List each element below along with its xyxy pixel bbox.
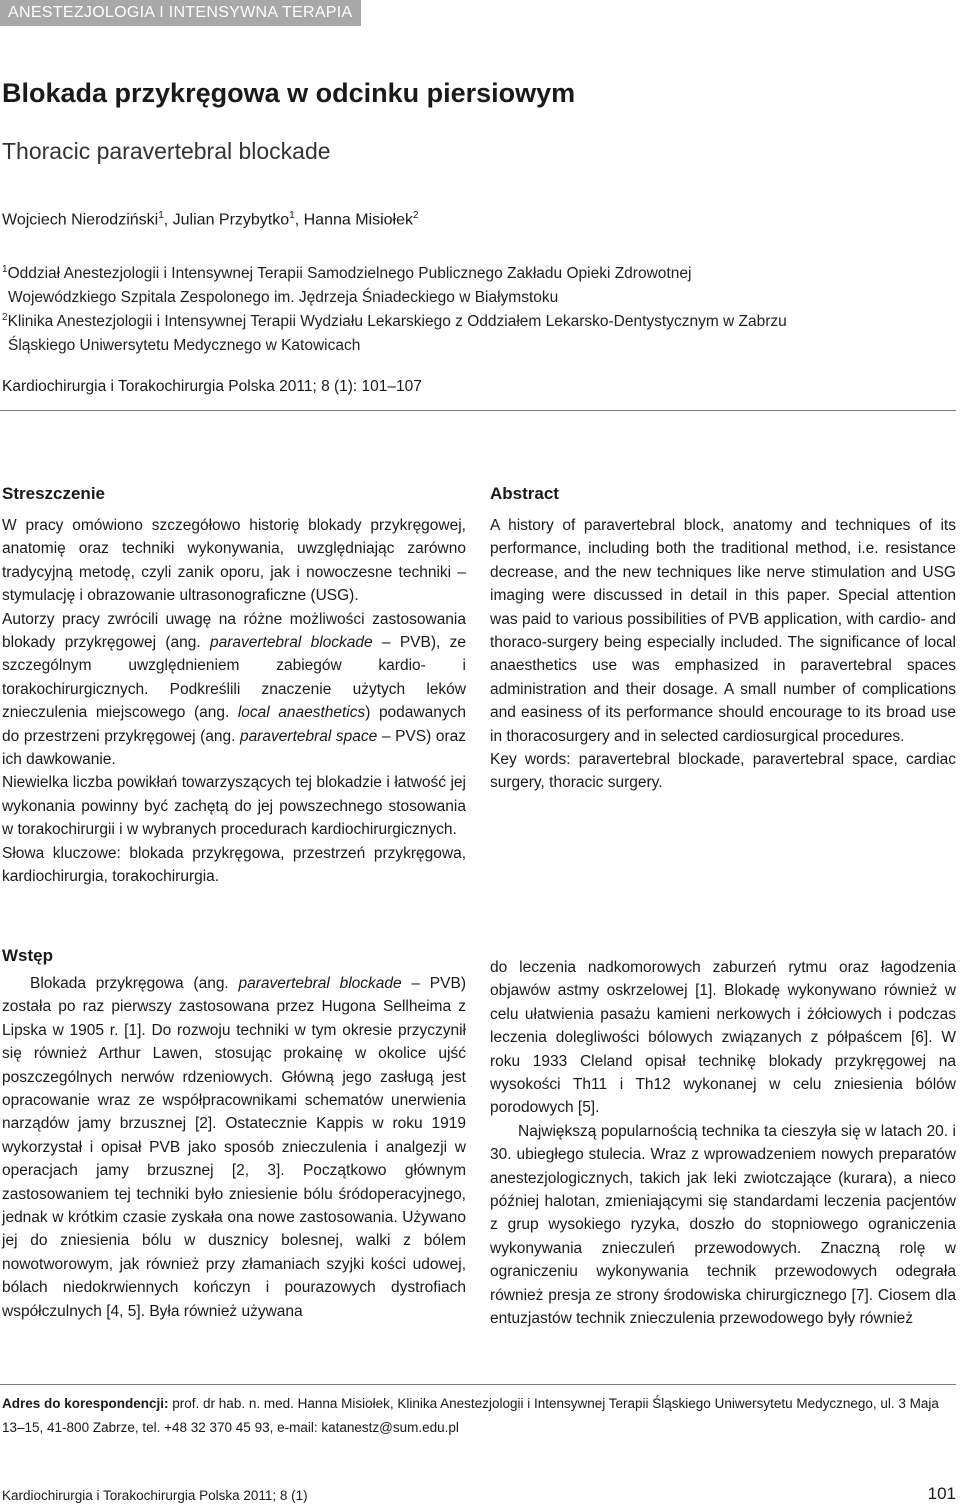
streszczenie-heading: Streszczenie bbox=[2, 484, 105, 503]
affil-sup: 1 bbox=[2, 264, 8, 275]
journal-citation: Kardiochirurgia i Torakochirurgia Polska 2011; 8 (1): 101–107 bbox=[2, 378, 422, 395]
correspondence-text: prof. dr hab. n. med. Hanna Misiołek, Klinika Anestezjologii i Intensywnej Terapii Śląskiego Uniwersytetu Medycznego, ul. 3 Maja 13–15, 41-800 Zabrze, tel. +48 32 370 45 93, e-mail: katanestz@sum.edu.pl bbox=[2, 1396, 939, 1435]
keywords-text: paravertebral blockade, paravertebral space, cardiac surgery, thoracic surgery. bbox=[490, 751, 956, 792]
affil-line: Wojewódzkiego Szpitala Zespolonego im. Jędrzeja Śniadeckiego w Białymstoku bbox=[8, 289, 559, 307]
body-paragraph bbox=[2, 972, 466, 1323]
correspondence-address bbox=[2, 1392, 952, 1440]
abstract-keywords bbox=[490, 748, 956, 795]
footer-journal: Kardiochirurgia i Torakochirurgia Polska 2011; 8 (1) bbox=[2, 1488, 308, 1503]
keywords-text: blokada przykręgowa, przestrzeń przykręgowa, kardiochirurgia, torakochirurgia. bbox=[2, 844, 467, 886]
keywords-label: Key words: bbox=[490, 751, 571, 769]
text-run: – PVB), ze szczególnym uwzględnieniem zabiegów kardio- i torakochirurgicznych. Podkreślili znaczenie użytych leków znieczulenia miejscowego (ang. bbox=[2, 634, 466, 722]
wstep-heading: Wstęp bbox=[2, 946, 53, 965]
text-run-italic: paravertebral blockade bbox=[238, 975, 402, 992]
article-subtitle: Thoracic paravertebral blockade bbox=[2, 138, 331, 164]
author-separator: , bbox=[294, 211, 304, 229]
header-divider bbox=[0, 410, 956, 411]
author-list bbox=[2, 210, 419, 229]
streszczenie-paragraph: W pracy omówiono szczegółowo historię blokady przykręgowej, anatomię oraz techniki wykonywania, uwzględniając zarówno tradycyjną metodę, czyli zanik oporu, jak i nowoczesne techniki – stymulację i obrazowanie ultrasonograficzne (USG). bbox=[2, 517, 466, 605]
text-run-italic: paravertebral blockade bbox=[209, 634, 373, 652]
author-affil-sup: 2 bbox=[413, 210, 419, 221]
abstract-paragraph: A history of paravertebral block, anatomy and techniques of its performance, including both the traditional method, i.e. resistance decrease, and the new techniques like nerve stimulation and USG imaging were discussed in detail in this paper. Special attention was paid to various possibilities of PVB application, with cardio- and thoraco-surgery being especially included. The significance of local anaesthetics use was emphasized in paravertebral spaces administration and their dosage. A small number of complications and easiness of its performance should encourage to its broad use in thoracosurgery and in selected cardiosurgical procedures. bbox=[490, 517, 956, 745]
author-name[interactable]: Julian Przybytko bbox=[172, 211, 290, 229]
article-title: Blokada przykręgowa w odcinku piersiowym bbox=[2, 78, 576, 108]
wstep-section bbox=[2, 946, 466, 1323]
text-run: ) podawanych do przestrzeni przykręgowej (ang. bbox=[2, 704, 466, 745]
affil-line: Śląskiego Uniwersytetu Medycznego w Katowicach bbox=[8, 337, 361, 355]
text-run: Autorzy pracy zwrócili uwagę na różne możliwości zastosowania blokady przykręgowej (ang. bbox=[2, 610, 466, 652]
author-separator: , bbox=[163, 211, 173, 229]
author-affil-sup: 1 bbox=[289, 210, 295, 221]
abstract-heading: Abstract bbox=[490, 484, 559, 503]
streszczenie-keywords bbox=[2, 842, 466, 889]
streszczenie-section bbox=[2, 484, 466, 889]
wstep-right-column bbox=[490, 956, 956, 1331]
correspondence-divider bbox=[0, 1384, 956, 1385]
text-run-italic: paravertebral space bbox=[240, 727, 378, 745]
page-number: 101 bbox=[927, 1484, 956, 1503]
text-run: – PVS) oraz ich dawkowanie. bbox=[2, 727, 466, 769]
body-paragraph: Największą popularnością technika ta cieszyła się w latach 20. i 30. ubiegłego stulecia. Wraz z wprowadzeniem nowych preparatów anestezjologicznych, takich jak leki zwiotczające (kurara), a nieco później halotan, zmieniającymi się standardami leczenia pacjentów z grup wysokiego ryzyka, doszło do stopniowego ograniczenia wykonywania znieczuleń przewodowych. Znaczną rolę w ograniczeniu wykonywania technik przewodowych odegrała również presja ze strony środowiska chirurgicznego [7]. Ciosem dla entuzjastów technik znieczulenia przewodowego były również bbox=[490, 1122, 956, 1328]
author-name[interactable]: Hanna Misiołek bbox=[303, 211, 413, 229]
text-run: – PVB) została po raz pierwszy zastosowana przez Hugona Sellheima z Lipska w 1905 r. [1]. Do rozwoju techniki w tym okresie przyczynił się również Arthur Lawen, stosując prokainę w okolice ujść poszczególnych nerwów rdzeniowych. Główną jego zasługą jest opracowanie wraz ze współpracownikami schematów unerwienia narządów jamy brzusznej [2]. Ostatecznie Kappis w roku 1919 wykorzystał i opisał PVB jako sposób znieczulenia i analgezji w operacjach jamy brzusznej [2, 3]. Początkowo głównym zastosowaniem tej techniki było zniesienie bólu śródoperacyjnego, jednak w krótkim czasie zyskała ona nowe zastosowania. Używano jej do zniesienia bólu w dusznicy bolesnej, walki z bólem nowotworowym, jak również przy złamaniach szyjki kości udowej, bólach niedokrwiennych kończyn i pourazowych dystrofiach współczulnych [4, 5]. Była również używana bbox=[2, 975, 466, 1320]
section-tag: ANESTEZJOLOGIA I INTENSYWNA TERAPIA bbox=[0, 0, 361, 26]
abstract-section bbox=[490, 484, 956, 795]
text-run: Blokada przykręgowa (ang. bbox=[30, 975, 239, 992]
body-paragraph: do leczenia nadkomorowych zaburzeń rytmu oraz łagodzenia objawów astmy oskrzelowej [1]. Blokadę wykonywano również w celu ułatwienia pasażu kamieni nerkowych i żółciowych i podczas leczenia dolegliwości bólowych związanych z półpaścem [6]. W roku 1933 Cleland opisał technikę blokady przykręgowej na wysokości Th11 i Th12 wykonanej w celu zniesienia bólów porodowych [5]. bbox=[490, 959, 956, 1117]
affil-sup: 2 bbox=[2, 312, 8, 323]
affil-line: Klinika Anestezjologii i Intensywnej Terapii Wydziału Lekarskiego z Oddziałem Lekarsko-Dentystycznym w Zabrzu bbox=[7, 313, 787, 331]
affil-line: Oddział Anestezjologii i Intensywnej Terapii Samodzielnego Publicznego Zakładu Opieki Zdrowotnej bbox=[7, 265, 692, 283]
streszczenie-paragraph: Niewielka liczba powikłań towarzyszących tej blokadzie i łatwość jej wykonania powinny być zachętą do jej powszechnego stosowania w torakochirurgii i w wybranych procedurach kardiochirurgicznych. bbox=[2, 774, 466, 839]
text-run-italic: local anaesthetics bbox=[237, 704, 366, 722]
correspondence-label: Adres do korespondencji: bbox=[2, 1396, 169, 1411]
keywords-label: Słowa kluczowe: bbox=[2, 844, 121, 862]
author-affil-sup: 1 bbox=[158, 210, 164, 221]
author-name[interactable]: Wojciech Nierodziński bbox=[2, 211, 159, 229]
streszczenie-paragraph bbox=[2, 608, 466, 772]
affiliation-1 bbox=[2, 258, 952, 310]
affiliation-2 bbox=[2, 306, 952, 358]
